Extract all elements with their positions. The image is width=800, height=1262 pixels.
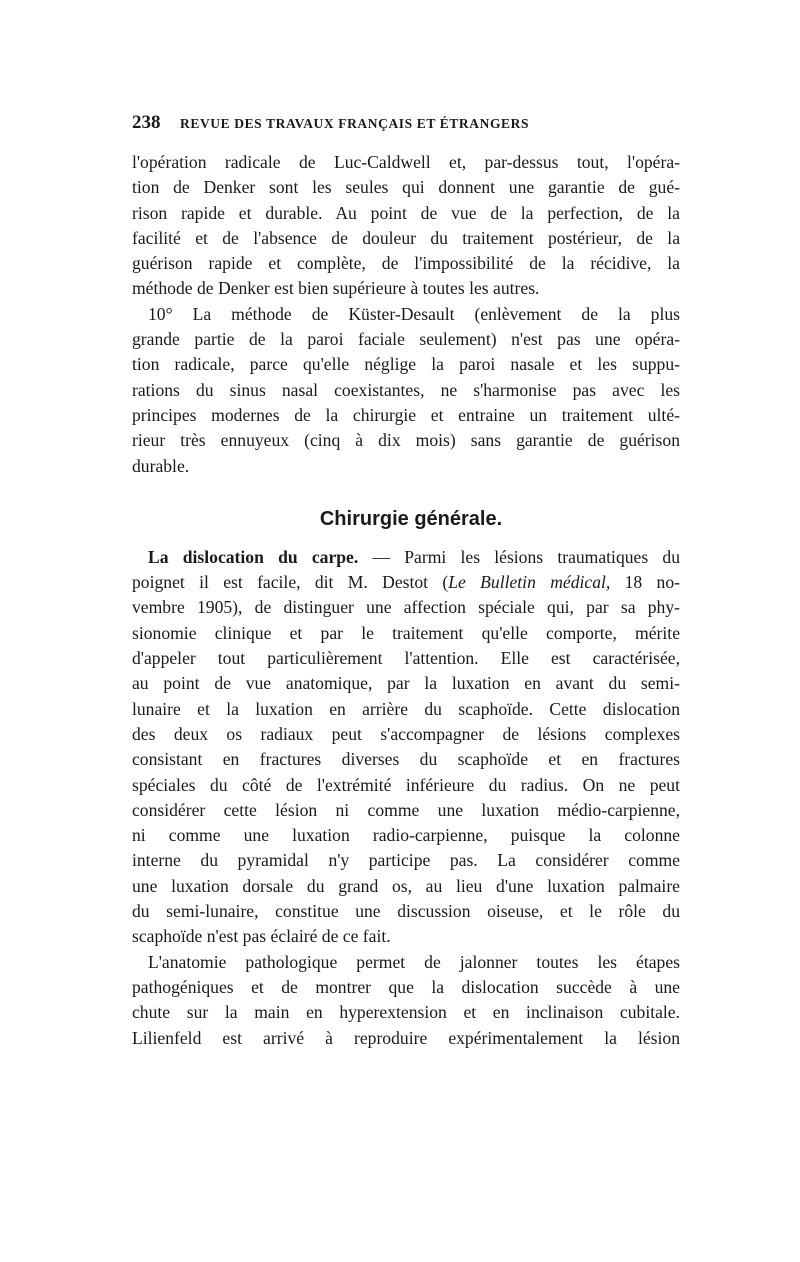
text-line <box>132 570 680 595</box>
running-title: REVUE DES TRAVAUX FRANÇAIS ET ÉTRANGERS <box>180 116 530 131</box>
text-line: rations du sinus nasal coexistantes, ne s'harmonise pas avec les <box>132 379 680 400</box>
text-line: considérer cette lésion ni comme une luxation médio-carpienne, <box>132 799 680 820</box>
text-line: une luxation dorsale du grand os, au lieu d'une luxation palmaire <box>132 875 680 896</box>
text-line: rison rapide et durable. Au point de vue de la perfection, de la <box>132 202 680 223</box>
text-line: lunaire et la luxation en arrière du scaphoïde. Cette dislocation <box>132 698 680 719</box>
run-in-title: La dislocation du carpe. <box>148 546 359 567</box>
text-line: grande partie de la paroi faciale seulement) n'est pas une opéra- <box>132 329 680 350</box>
text-line: interne du pyramidal n'y participe pas. La considérer comme <box>132 850 680 871</box>
text-line: l'opération radicale de Luc-Caldwell et, par-dessus tout, l'opéra- <box>132 152 680 172</box>
text-line: rieur très ennuyeux (cinq à dix mois) sans garantie de guérison <box>132 430 680 451</box>
text-line: vembre 1905), de distinguer une affection spéciale qui, par sa phy- <box>132 597 680 618</box>
text-line: scaphoïde n'est pas éclairé de ce fait. <box>132 926 391 947</box>
text-line: d'appeler tout particulièrement l'attention. Elle est caractérisée, <box>132 648 680 669</box>
journal-title: Le Bulletin médical, <box>448 572 611 593</box>
running-head <box>132 112 680 140</box>
section-heading: Chirurgie générale. <box>319 507 503 530</box>
paragraph-2 <box>132 302 680 479</box>
text-line: tion radicale, parce qu'elle néglige la paroi nasale et les suppu- <box>132 354 680 375</box>
text-line: durable. <box>132 455 190 476</box>
paragraph-3 <box>132 545 680 950</box>
text-line: Lilienfeld est arrivé à reproduire expérimentalement la lésion <box>132 1027 680 1048</box>
page <box>132 112 680 1051</box>
text-line: facilité et de l'absence de douleur du traitement postérieur, de la <box>132 227 680 248</box>
text-line: L'anatomie pathologique permet de jalonner toutes les étapes <box>148 951 680 972</box>
text-line: méthode de Denker est bien supérieure à toutes les autres. <box>132 278 540 299</box>
text-line: au point de vue anatomique, par la luxation en avant du semi- <box>132 673 680 694</box>
text-line: consistant en fractures diverses du scaphoïde et en fractures <box>132 749 680 770</box>
text-line: du semi-lunaire, constitue une discussion oiseuse, et le rôle du <box>132 901 680 922</box>
text-run: poignet il est facile, dit M. Destot ( <box>132 572 449 593</box>
text-line: des deux os radiaux peut s'accompagner de lésions complexes <box>132 723 680 744</box>
text-line: 10° La méthode de Küster-Desault (enlèvement de la plus <box>148 303 680 324</box>
text-line: spéciales du côté de l'extrémité inférieure du radius. On ne peut <box>132 774 680 795</box>
paragraph-1 <box>132 150 680 302</box>
text-line: principes modernes de la chirurgie et entraine un traitement ulté- <box>132 404 680 425</box>
text-line: guérison rapide et complète, de l'impossibilité de la récidive, la <box>132 253 680 274</box>
text-line: ni comme une luxation radio-carpienne, puisque la colonne <box>132 825 680 846</box>
text-run: — Parmi les lésions traumatiques du <box>358 546 680 567</box>
text-line: pathogéniques et de montrer que la dislocation succède à une <box>132 976 680 997</box>
text-run: 18 no- <box>610 572 680 593</box>
paragraph-4 <box>132 950 680 1051</box>
text-line: sionomie clinique et par le traitement qu'elle comporte, mérite <box>132 622 680 643</box>
text-line <box>132 545 680 570</box>
text-line: chute sur la main en hyperextension et en inclinaison cubitale. <box>132 1002 680 1023</box>
text-line: tion de Denker sont les seules qui donnent une garantie de gué- <box>132 177 680 198</box>
page-number: 238 <box>132 112 161 133</box>
